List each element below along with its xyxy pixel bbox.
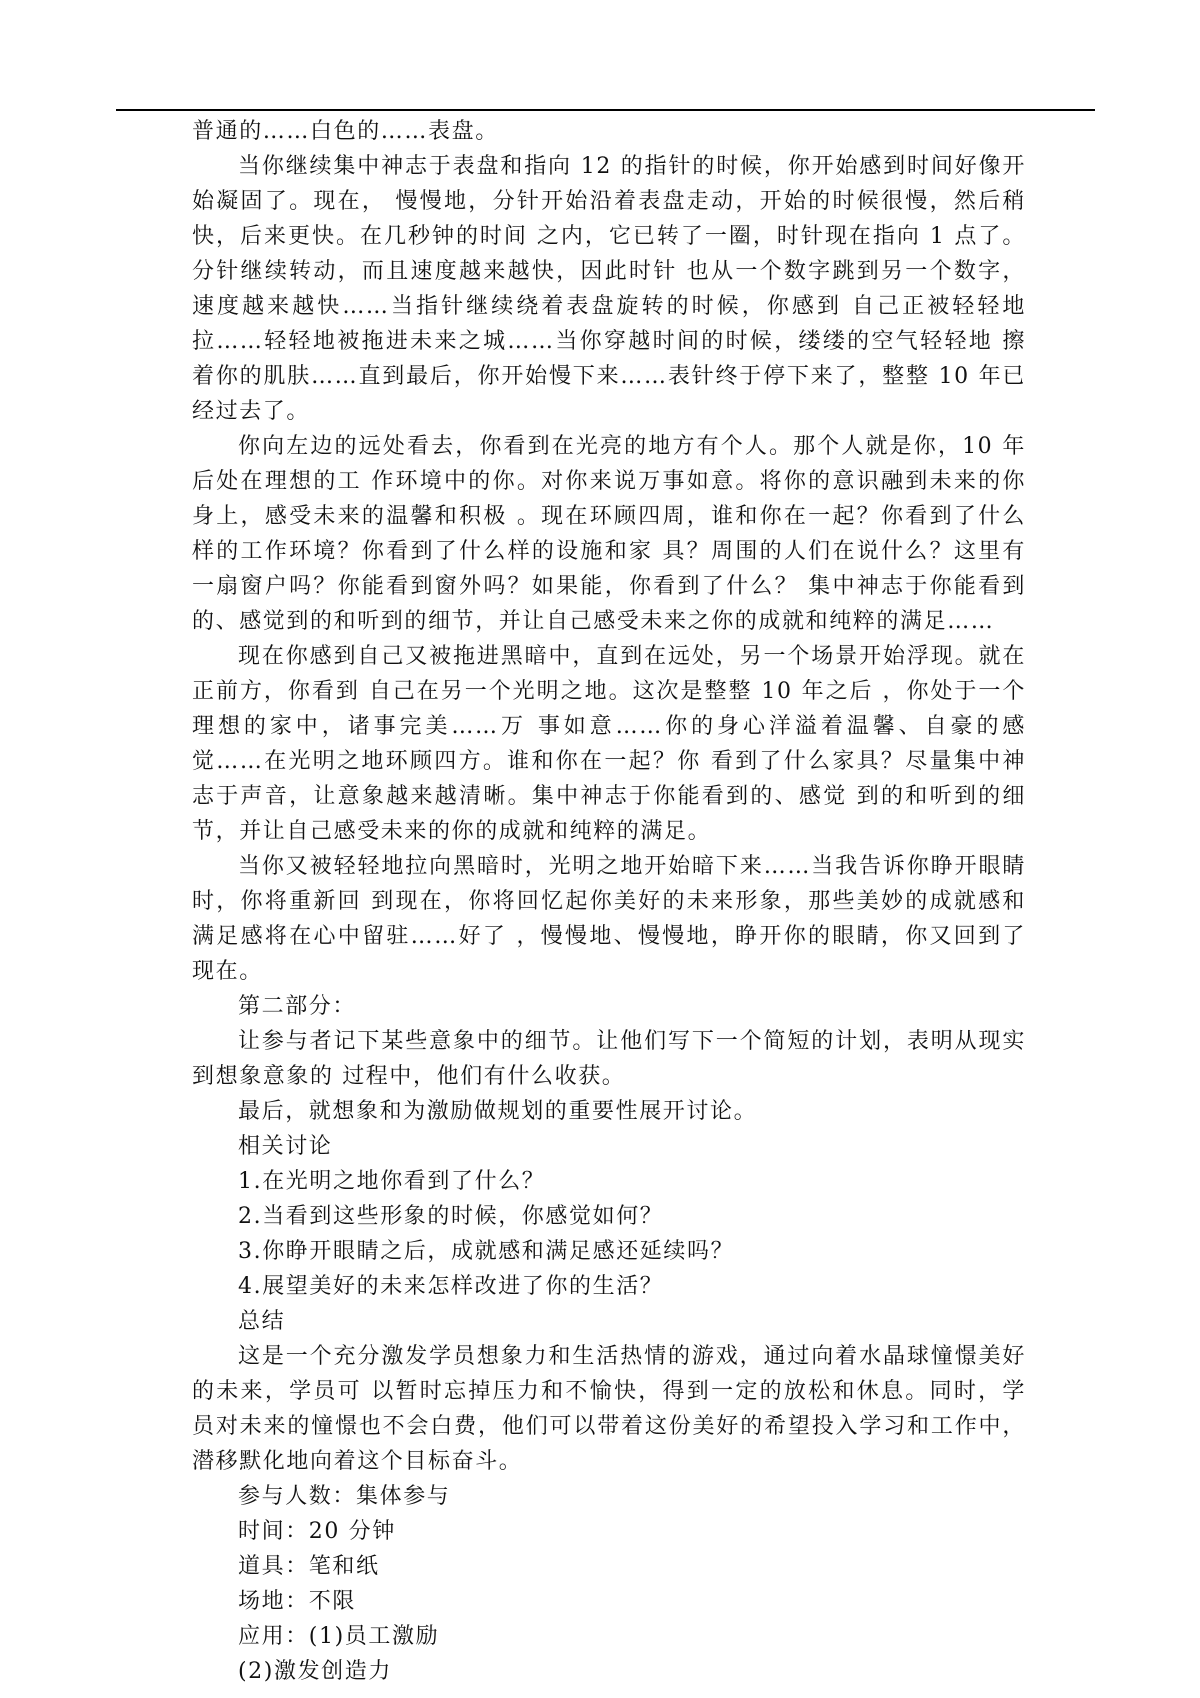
section-heading-part-two: 第二部分： xyxy=(238,994,357,1019)
info-application-item: (2)激发创造力 xyxy=(238,1659,392,1684)
discussion-question: 3.你睁开眼睛之后，成就感和满足感还延续吗？ xyxy=(238,1239,735,1264)
section-heading-summary: 总结 xyxy=(238,1309,286,1334)
discussion-question: 2.当看到这些形象的时候，你感觉如何？ xyxy=(238,1204,664,1229)
paragraph-part-two: 让参与者记下某些意象中的细节。让他们写下一个简短的计划，表明从现实到想象意象的 过程中，他们有什么收获。 xyxy=(192,1029,1026,1089)
paragraph-home-scene: 现在你感到自己又被拖进黑暗中，直到在远处，另一个场景开始浮现。就在正前方，你看到 自己在另一个光明之地。这次是整整 10 年之后 ，你处于一个理想的家中，诸事完美……万 事如意……你的身心洋溢着温馨、自豪的感觉……在光明之地环顾四方。谁和你在一起？你 看到了什么家具？尽量集中神志于声音，让意象越来越清晰。集中神志于你能看到的、感觉 到的和听到的细节，并让自己感受未来的你的成就和纯粹的满足。 xyxy=(192,644,1026,844)
info-application: 应用：(1)员工激励 xyxy=(238,1624,440,1649)
paragraph-return: 当你又被轻轻地拉向黑暗时，光明之地开始暗下来……当我告诉你睁开眼睛时，你将重新回 到现在，你将回忆起你美好的未来形象，那些美妙的成就感和满足感将在心中留驻……好了 ，慢慢地、慢慢地，睁开你的眼睛，你又回到了现在。 xyxy=(192,854,1026,984)
discussion-question: 4.展望美好的未来怎样改进了你的生活？ xyxy=(238,1274,664,1299)
info-venue: 场地：不限 xyxy=(238,1589,357,1614)
header-rule xyxy=(116,109,1095,111)
section-heading-discussion: 相关讨论 xyxy=(238,1134,333,1159)
paragraph-work-scene: 你向左边的远处看去，你看到在光亮的地方有个人。那个人就是你，10 年后处在理想的工 作环境中的你。对你来说万事如意。将你的意识融到未来的你身上，感受未来的温馨和积极 。现在环顾四周，谁和你在一起？你看到了什么样的工作环境？你看到了什么样的设施和家 具？周围的人们在说什么？这里有一扇窗户吗？你能看到窗外吗？如果能，你看到了什么？ 集中神志于你能看到的、感觉到的和听到的细节，并让自己感受未来之你的成就和纯粹的满足…… xyxy=(192,434,1026,634)
info-props: 道具：笔和纸 xyxy=(238,1554,380,1579)
discussion-question: 1.在光明之地你看到了什么？ xyxy=(238,1169,546,1194)
paragraph-clock: 当你继续集中神志于表盘和指向 12 的指针的时候，你开始感到时间好像开始凝固了。现在， 慢慢地，分针开始沿着表盘走动，开始的时候很慢，然后稍快，后来更快。在几秒钟的时间 之内，它已转了一圈，时针现在指向 1 点了。分针继续转动，而且速度越来越快，因此时针 也从一个数字跳到另一个数字，速度越来越快……当指针继续绕着表盘旋转的时候，你感到 自己正被轻轻地拉……轻轻地被拖进未来之城……当你穿越时间的时候，缕缕的空气轻轻地 擦着你的肌肤……直到最后，你开始慢下来……表针终于停下来了，整整 10 年已经过去了。 xyxy=(192,154,1026,424)
document-body xyxy=(192,114,1026,1689)
paragraph-continuation: 普通的……白色的……表盘。 xyxy=(192,119,499,144)
info-time: 时间：20 分钟 xyxy=(238,1519,396,1544)
info-participants: 参与人数：集体参与 xyxy=(238,1484,451,1509)
paragraph-summary: 这是一个充分激发学员想象力和生活热情的游戏，通过向着水晶球憧憬美好的未来，学员可 以暂时忘掉压力和不愉快，得到一定的放松和休息。同时，学员对未来的憧憬也不会白费，他们可以带着这份美好的希望投入学习和工作中，潜移默化地向着这个目标奋斗。 xyxy=(192,1344,1026,1474)
paragraph-discussion-intro: 最后，就想象和为激励做规划的重要性展开讨论。 xyxy=(238,1099,758,1124)
